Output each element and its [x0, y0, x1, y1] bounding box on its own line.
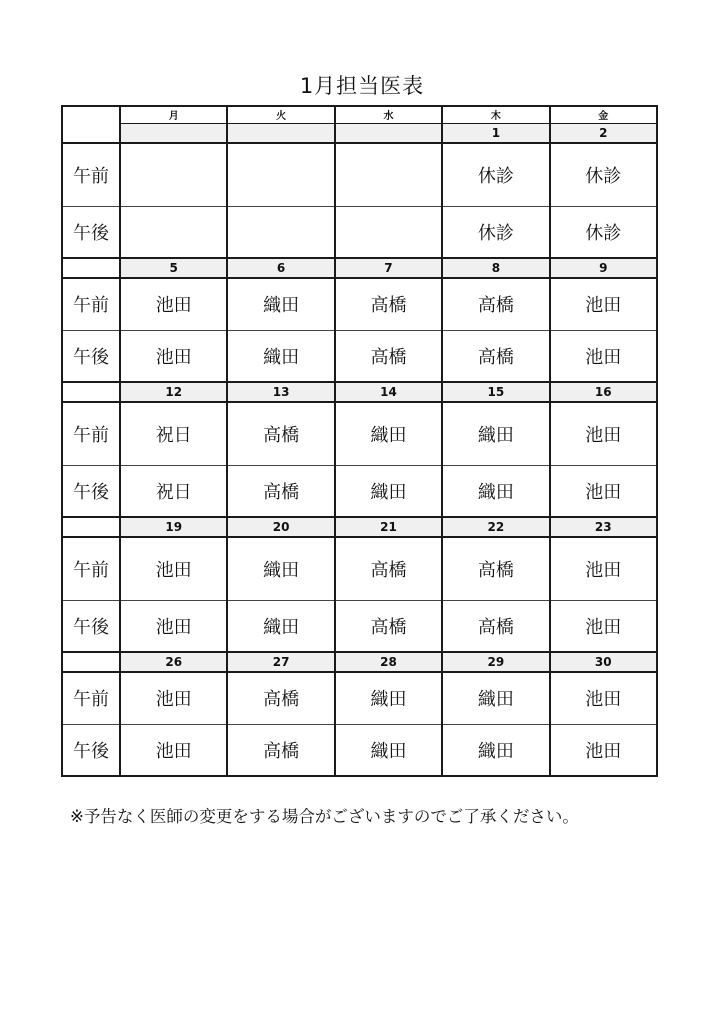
date-cell: 13 — [227, 382, 334, 402]
slot-row-am — [62, 537, 657, 600]
doctor-cell: 高橋 — [335, 537, 442, 600]
date-cell: 21 — [335, 517, 442, 537]
doctor-cell: 池田 — [120, 278, 227, 330]
doctor-cell: 高橋 — [335, 600, 442, 652]
doctor-cell: 高橋 — [335, 278, 442, 330]
slot-label-am: 午前 — [62, 143, 120, 206]
doctor-cell: 織田 — [442, 465, 549, 517]
date-row — [62, 652, 657, 672]
doctor-cell: 織田 — [335, 402, 442, 465]
date-cell: 30 — [550, 652, 657, 672]
doctor-cell: 高橋 — [227, 724, 334, 776]
page-title: 1月担当医表 — [299, 74, 425, 98]
date-cell: 28 — [335, 652, 442, 672]
date-cell: 16 — [550, 382, 657, 402]
date-cell — [227, 123, 334, 143]
doctor-cell: 休診 — [442, 206, 549, 258]
doctor-cell: 池田 — [550, 465, 657, 517]
weekday-header: 水 — [335, 106, 442, 123]
slot-label-am: 午前 — [62, 402, 120, 465]
date-row-label — [62, 258, 120, 278]
doctor-cell: 池田 — [550, 278, 657, 330]
doctor-cell: 高橋 — [442, 278, 549, 330]
date-cell: 29 — [442, 652, 549, 672]
date-row — [62, 382, 657, 402]
date-row — [62, 123, 657, 143]
doctor-cell: 織田 — [335, 672, 442, 724]
date-row — [62, 517, 657, 537]
weekday-header: 木 — [442, 106, 549, 123]
doctor-cell: 祝日 — [120, 402, 227, 465]
doctor-cell: 高橋 — [227, 402, 334, 465]
doctor-cell: 織田 — [442, 402, 549, 465]
slot-row-am — [62, 402, 657, 465]
weekday-header-row — [62, 106, 657, 123]
doctor-cell: 高橋 — [442, 600, 549, 652]
slot-row-am — [62, 672, 657, 724]
date-cell: 27 — [227, 652, 334, 672]
date-cell: 23 — [550, 517, 657, 537]
date-cell: 5 — [120, 258, 227, 278]
doctor-cell: 池田 — [120, 600, 227, 652]
doctor-cell: 高橋 — [442, 330, 549, 382]
doctor-cell: 池田 — [120, 724, 227, 776]
doctor-cell — [335, 143, 442, 206]
corner-cell — [62, 106, 120, 143]
doctor-cell: 織田 — [442, 724, 549, 776]
date-cell: 8 — [442, 258, 549, 278]
date-cell — [335, 123, 442, 143]
doctor-cell: 池田 — [550, 672, 657, 724]
doctor-cell: 織田 — [227, 330, 334, 382]
doctor-cell: 織田 — [227, 537, 334, 600]
doctor-cell: 織田 — [227, 278, 334, 330]
doctor-cell: 池田 — [550, 537, 657, 600]
slot-label-pm: 午後 — [62, 206, 120, 258]
doctor-cell: 織田 — [227, 600, 334, 652]
weekday-header: 月 — [120, 106, 227, 123]
doctor-cell: 休診 — [550, 143, 657, 206]
date-cell: 14 — [335, 382, 442, 402]
slot-label-pm: 午後 — [62, 600, 120, 652]
doctor-cell: 高橋 — [442, 537, 549, 600]
date-cell: 9 — [550, 258, 657, 278]
doctor-cell: 池田 — [550, 330, 657, 382]
slot-row-am — [62, 143, 657, 206]
doctor-cell: 高橋 — [227, 672, 334, 724]
date-cell — [120, 123, 227, 143]
date-row — [62, 258, 657, 278]
doctor-cell: 池田 — [550, 724, 657, 776]
date-cell: 26 — [120, 652, 227, 672]
date-cell: 15 — [442, 382, 549, 402]
doctor-cell — [335, 206, 442, 258]
date-cell: 6 — [227, 258, 334, 278]
slot-label-am: 午前 — [62, 537, 120, 600]
doctor-cell — [227, 143, 334, 206]
slot-row-pm — [62, 600, 657, 652]
doctor-cell: 休診 — [442, 143, 549, 206]
doctor-cell — [120, 206, 227, 258]
doctor-cell — [227, 206, 334, 258]
date-cell: 12 — [120, 382, 227, 402]
slot-row-pm — [62, 330, 657, 382]
doctor-cell: 休診 — [550, 206, 657, 258]
doctor-cell: 池田 — [120, 672, 227, 724]
doctor-cell: 祝日 — [120, 465, 227, 517]
weekday-header: 火 — [227, 106, 334, 123]
weekday-header: 金 — [550, 106, 657, 123]
date-cell: 22 — [442, 517, 549, 537]
doctor-cell: 高橋 — [227, 465, 334, 517]
doctor-cell: 池田 — [550, 600, 657, 652]
doctor-cell: 織田 — [335, 724, 442, 776]
slot-row-pm — [62, 206, 657, 258]
slot-row-pm — [62, 724, 657, 776]
date-cell: 2 — [550, 123, 657, 143]
doctor-cell: 池田 — [120, 537, 227, 600]
date-row-label — [62, 517, 120, 537]
doctor-cell — [120, 143, 227, 206]
doctor-cell: 池田 — [550, 402, 657, 465]
slot-label-pm: 午後 — [62, 465, 120, 517]
slot-row-pm — [62, 465, 657, 517]
doctor-schedule-table — [61, 105, 658, 777]
date-row-label — [62, 652, 120, 672]
slot-row-am — [62, 278, 657, 330]
slot-label-pm: 午後 — [62, 724, 120, 776]
date-cell: 19 — [120, 517, 227, 537]
date-cell: 7 — [335, 258, 442, 278]
date-cell: 1 — [442, 123, 549, 143]
schedule-change-note: ※予告なく医師の変更をする場合がございますのでご了承ください。 — [70, 807, 579, 826]
slot-label-am: 午前 — [62, 672, 120, 724]
date-cell: 20 — [227, 517, 334, 537]
doctor-cell: 池田 — [120, 330, 227, 382]
doctor-cell: 織田 — [335, 465, 442, 517]
doctor-cell: 高橋 — [335, 330, 442, 382]
slot-label-am: 午前 — [62, 278, 120, 330]
date-row-label — [62, 382, 120, 402]
doctor-cell: 織田 — [442, 672, 549, 724]
slot-label-pm: 午後 — [62, 330, 120, 382]
